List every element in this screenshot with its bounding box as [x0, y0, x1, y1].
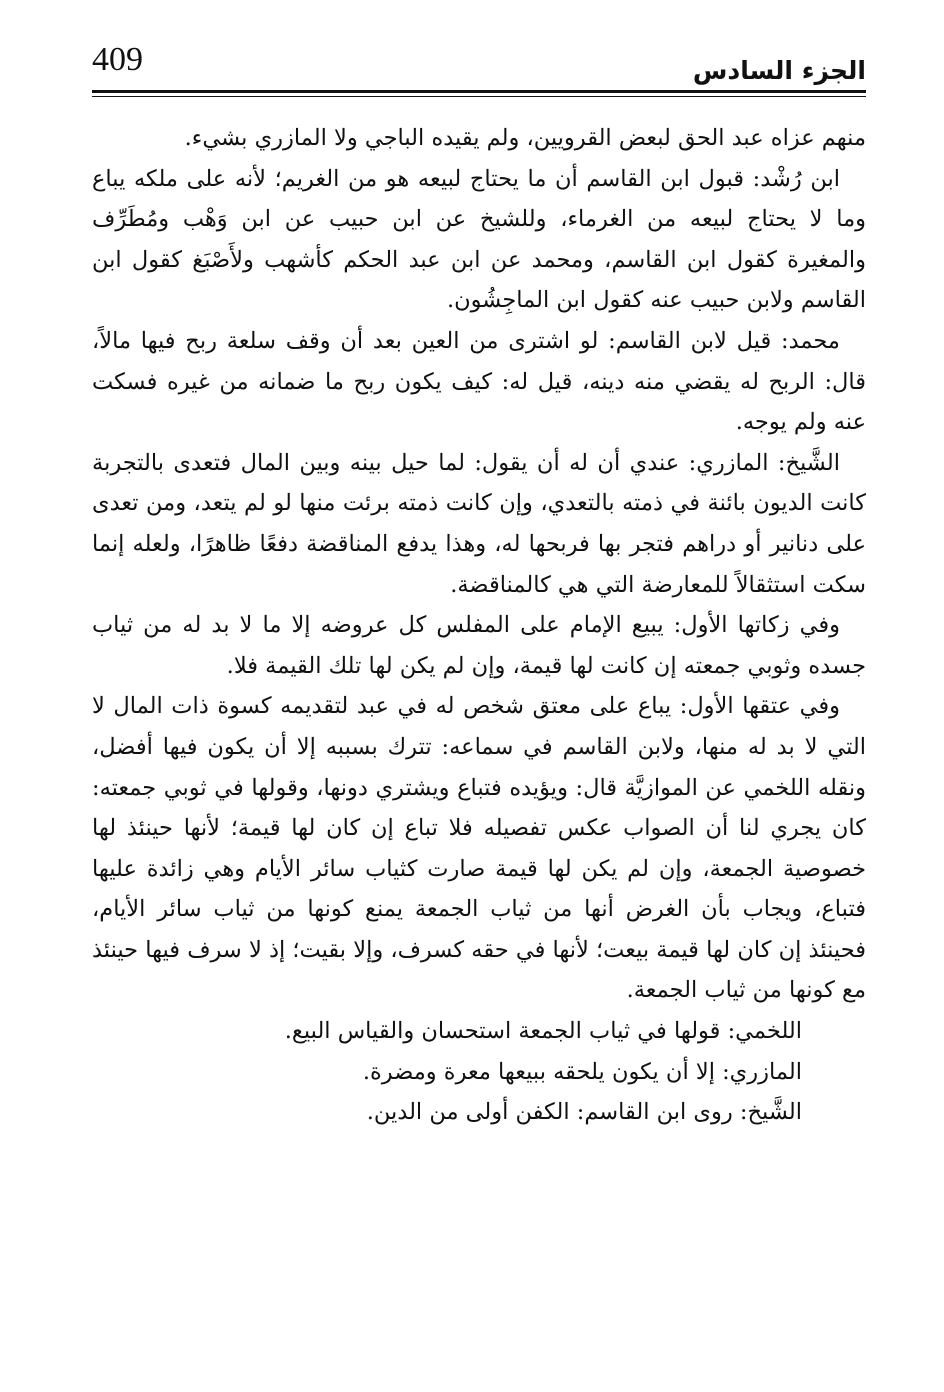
page-header: [92, 40, 866, 96]
paragraph: المازري: إلا أن يكون يلحقه ببيعها معرة ومضرة.: [362, 1058, 802, 1085]
part-title: الجزء السادس: [692, 56, 866, 85]
paragraph: وفي عتقها الأول: يباع على معتق شخص له في عبد لتقديمه كسوة ذات المال لا التي لا بد له منها، ولابن القاسم في سماعه: تترك بسببه إلا أن يكون فيها أفضل، ونقله اللخمي عن الموازيَّة قال: ويؤيده فتباع ويشتري دونها، وقولها في ثوبي جمعته: كان يجري لنا أن الصواب عكس تفصيله فلا تباع إن كان لها قيمة؛ لأنها حينئذ لها خصوصية الجمعة، وإن لم يكن لها قيمة صارت كثياب سائر الأيام وهي زائدة عليها فتباع، ويجاب بأن الغرض أنها من ثياب الجمعة يمنع كونها من ثياب سائر الأيام، فحينئذ إن كان لها قيمة بيعت؛ لأنها في حقه كسرف، وإلا بقيت؛ إذ لا سرف فيها حينئذ مع كونها من ثياب الجمعة.: [92, 693, 866, 1004]
paragraph: اللخمي: قولها في ثياب الجمعة استحسان والقياس البيع.: [284, 1018, 802, 1045]
paragraph: ابن رُشْد: قبول ابن القاسم أن ما يحتاج لبيعه هو من الغريم؛ لأنه على ملكه يباع وما لا يحتاج لبيعه من الغرماء، وللشيخ عن ابن حبيب عن ابن وَهْب ومُطَرِّف والمغيرة كقول ابن القاسم، ومحمد عن ابن عبد الحكم كأشهب ولأَصْبَغ كقول ابن القاسم ولابن حبيب عنه كقول ابن الماجِشُون.: [92, 165, 866, 314]
header-rule-thin: [92, 96, 866, 97]
page-body: [92, 118, 866, 1133]
paragraph: الشَّيخ: المازري: عندي أن له أن يقول: لما حيل بينه وبين المال فتعدى بالتجربة كانت الديون بائنة في ذمته بالتعدي، وإن كانت ذمته برئت منها لو لم يتعد، ومن تعدى على دنانير أو دراهم فتجر بها فربحها له، وهذا يدفع المناقضة دفعًا ظاهرًا، ولعله إنما سكت استثقالاً للمعارضة التي هي كالمناقضة.: [92, 449, 866, 598]
paragraph: الشَّيخ: روى ابن القاسم: الكفن أولى من الدين.: [366, 1099, 802, 1126]
paragraph: وفي زكاتها الأول: يبيع الإمام على المفلس كل عروضه إلا ما لا بد له من ثياب جسده وثوبي جمعته إن كانت لها قيمة، وإن لم يكن لها تلك القيمة فلا.: [92, 612, 866, 679]
header-rule-thick: [92, 90, 866, 93]
paragraph: منهم عزاه عبد الحق لبعض القرويين، ولم يقيده الباجي ولا المازري بشيء.: [184, 125, 866, 151]
paragraph: محمد: قيل لابن القاسم: لو اشترى من العين بعد أن وقف سلعة ربح فيها مالاً، قال: الربح له يقضي منه دينه، قيل له: كيف يكون ربح ما ضمانه من غيره فسكت عنه ولم يوجه.: [92, 327, 866, 436]
page-number: 409: [92, 41, 143, 78]
